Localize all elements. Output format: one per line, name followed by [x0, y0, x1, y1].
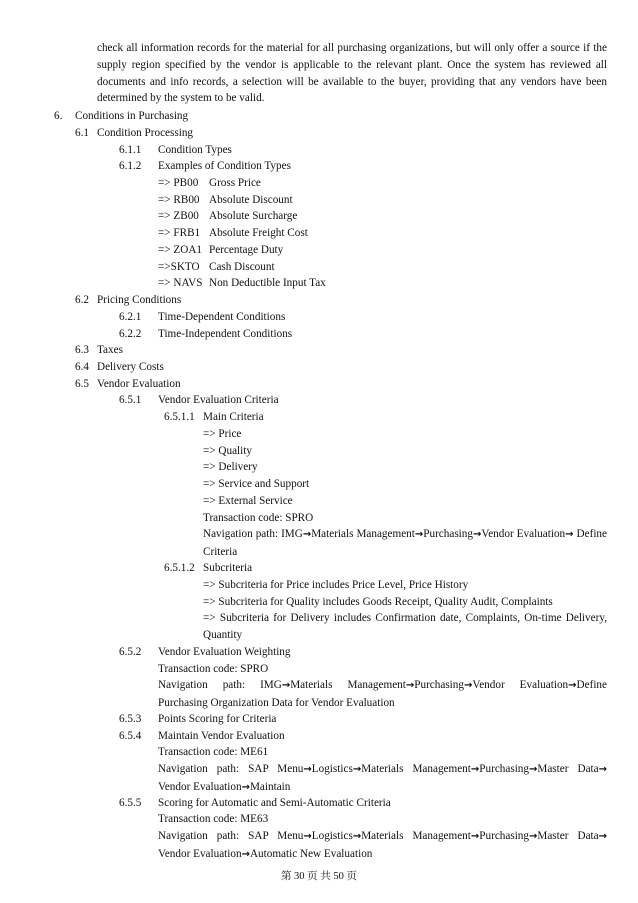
main-criteria-item: => Quality	[203, 445, 252, 457]
condition-code: => PB00	[158, 177, 199, 189]
section-6-number: 6.	[54, 110, 63, 122]
section-6-1-2-number: 6.1.2	[119, 160, 142, 172]
section-6-5-4-number: 6.5.4	[119, 730, 142, 742]
arrow-right-icon: →	[565, 529, 574, 540]
subcriteria-item: => Subcriteria for Price includes Price Level, Price History	[203, 579, 469, 591]
section-6-1-2-title: Examples of Condition Types	[158, 160, 291, 172]
condition-desc: Gross Price	[209, 177, 261, 189]
arrow-right-icon: →	[303, 831, 312, 842]
subcriteria-item: => Subcriteria for Quality includes Goods Receipt, Quality Audit, Complaints	[203, 596, 553, 608]
arrow-right-icon: →	[405, 680, 415, 691]
section-6-4-number: 6.4	[75, 361, 89, 373]
section-6-5-1-2-number: 6.5.1.2	[164, 562, 195, 574]
arrow-right-icon: →	[470, 764, 480, 775]
transaction-code: Transaction code: SPRO	[158, 663, 269, 675]
section-6-5-5-number: 6.5.5	[119, 797, 142, 809]
section-6-2-1-number: 6.2.1	[119, 311, 142, 323]
section-6-5-1-1-title: Main Criteria	[203, 411, 264, 423]
section-6-5-1-1-number: 6.5.1.1	[164, 411, 195, 423]
section-6-2-2-number: 6.2.2	[119, 328, 142, 340]
transaction-code: Transaction code: ME63	[158, 813, 269, 825]
section-6-2-2-title: Time-Independent Conditions	[158, 328, 293, 340]
section-6-5-title: Vendor Evaluation	[97, 378, 181, 390]
condition-code: => NAVS	[158, 277, 203, 289]
main-criteria-item: => Delivery	[203, 461, 258, 473]
arrow-right-icon: →	[241, 848, 250, 860]
transaction-code: Transaction code: ME61	[158, 746, 269, 758]
section-6-3-title: Taxes	[97, 344, 123, 356]
arrow-right-icon: →	[529, 831, 538, 842]
main-criteria-item: => Price	[203, 428, 242, 440]
arrow-right-icon: →	[463, 680, 473, 691]
arrow-right-icon: →	[472, 529, 482, 540]
section-6-1-title: Condition Processing	[97, 127, 194, 139]
arrow-right-icon: →	[241, 781, 250, 793]
arrow-right-icon: →	[598, 831, 607, 842]
arrow-right-icon: →	[470, 831, 480, 842]
section-6-5-number: 6.5	[75, 378, 89, 390]
condition-code: => ZB00	[158, 210, 199, 222]
arrow-right-icon: →	[303, 764, 312, 775]
condition-code: => RB00	[158, 194, 200, 206]
condition-code: =>SKTO	[158, 261, 200, 273]
section-6-5-1-number: 6.5.1	[119, 394, 142, 406]
section-6-5-2-number: 6.5.2	[119, 646, 142, 658]
navigation-path: Navigation path: SAP Menu→Logistics→Materials Management→Purchasing→Master Data→ Vendor Evaluation→Automatic New Evaluation	[158, 830, 607, 860]
section-6-1-number: 6.1	[75, 127, 89, 139]
section-6-4-title: Delivery Costs	[97, 361, 164, 373]
section-6-3-number: 6.3	[75, 344, 89, 356]
subcriteria-item: => Subcriteria for Delivery includes Confirmation date, Complaints, On-time Delivery, Quantity	[203, 612, 607, 641]
section-6-5-3-number: 6.5.3	[119, 713, 142, 725]
navigation-path: Navigation path: IMG→Materials Management→Purchasing→Vendor Evaluation→ Define Criteria	[203, 528, 607, 558]
section-6-1-1-title: Condition Types	[158, 144, 232, 156]
section-6-2-number: 6.2	[75, 294, 89, 306]
condition-code: => FRB1	[158, 227, 201, 239]
section-6-5-3-title: Points Scoring for Criteria	[158, 713, 277, 725]
arrow-right-icon: →	[302, 529, 312, 540]
condition-desc: Non Deductible Input Tax	[209, 277, 326, 289]
arrow-right-icon: →	[414, 529, 424, 540]
section-6-2-title: Pricing Conditions	[97, 294, 182, 306]
section-6-2-1-title: Time-Dependent Conditions	[158, 311, 286, 323]
transaction-code: Transaction code: SPRO	[203, 512, 314, 524]
intro-paragraph: check all information records for the material for all purchasing organizations, but will only offer a source if the supply region specified by the vendor is applicable to the relevant plant. Once the system has reviewed all documents and info records, a selection will be available to the buyer, providing that any vendors have been determined by the system to be valid.	[97, 42, 607, 105]
section-6-5-5-title: Scoring for Automatic and Semi-Automatic Criteria	[158, 797, 391, 809]
condition-desc: Absolute Freight Cost	[209, 227, 308, 239]
section-6-title: Conditions in Purchasing	[75, 110, 189, 122]
condition-desc: Absolute Surcharge	[209, 210, 298, 222]
arrow-right-icon: →	[352, 831, 362, 842]
navigation-path: Navigation path: SAP Menu→Logistics→Materials Management→Purchasing→Master Data→ Vendor Evaluation→Maintain	[158, 763, 607, 793]
condition-desc: Cash Discount	[209, 261, 275, 273]
condition-code: => ZOA1	[158, 244, 203, 256]
arrow-right-icon: →	[281, 680, 291, 691]
section-6-5-2-title: Vendor Evaluation Weighting	[158, 646, 291, 658]
section-6-5-1-title: Vendor Evaluation Criteria	[158, 394, 279, 406]
arrow-right-icon: →	[568, 680, 577, 691]
arrow-right-icon: →	[529, 764, 538, 775]
condition-desc: Percentage Duty	[209, 244, 284, 256]
section-6-5-4-title: Maintain Vendor Evaluation	[158, 730, 285, 742]
arrow-right-icon: →	[598, 764, 607, 775]
section-6-1-1-number: 6.1.1	[119, 144, 142, 156]
navigation-path: Navigation path: IMG→Materials Management→Purchasing→Vendor Evaluation→Define Purchasing Organization Data for Vendor Evaluation	[158, 679, 607, 709]
section-6-5-1-2-title: Subcriteria	[203, 562, 253, 574]
main-criteria-item: => Service and Support	[203, 478, 310, 490]
main-criteria-item: => External Service	[203, 495, 293, 507]
arrow-right-icon: →	[352, 764, 362, 775]
page-footer: 第 30 页 共 50 页	[280, 871, 358, 882]
condition-desc: Absolute Discount	[209, 194, 293, 206]
